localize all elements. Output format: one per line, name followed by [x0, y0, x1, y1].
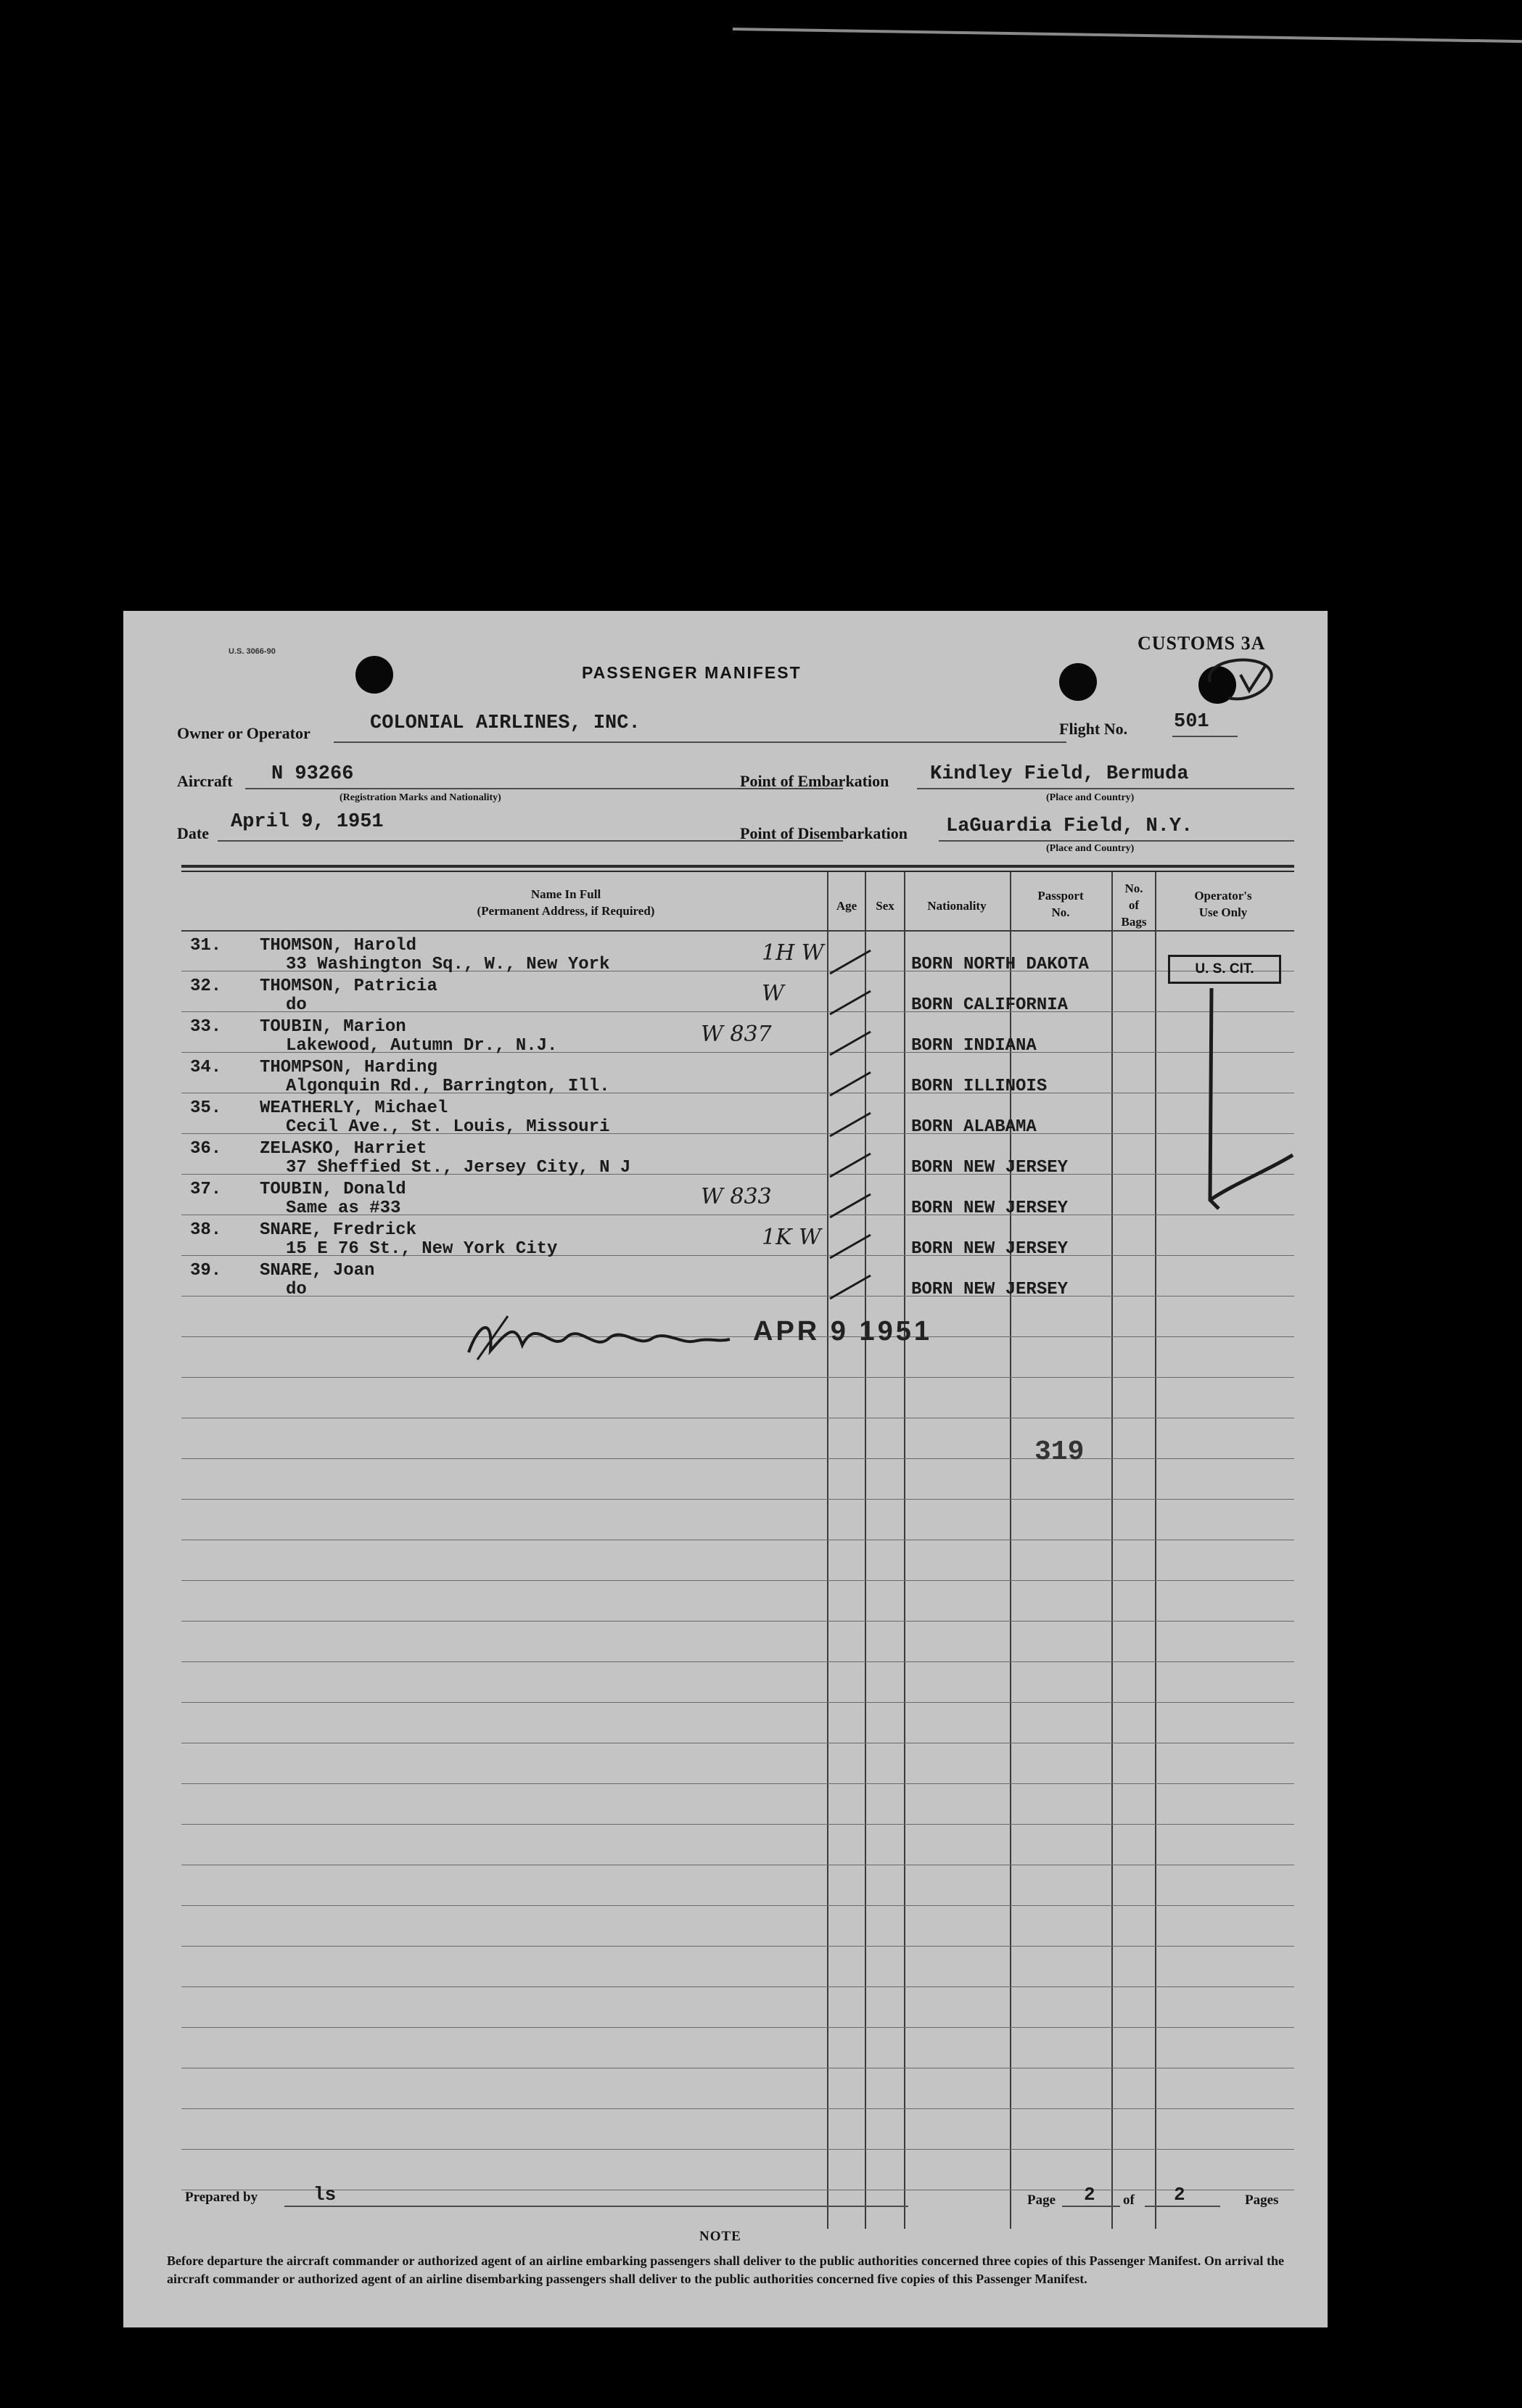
- entry-number: 37.: [190, 1180, 222, 1199]
- entry-check-mark: [826, 988, 876, 1017]
- operator-check-line: [1204, 988, 1299, 1213]
- page-line: [1062, 2206, 1120, 2207]
- entry-nationality: BORN NEW JERSEY: [911, 1158, 1069, 1178]
- col-divider-passport: [1010, 872, 1011, 2229]
- entry-number: 32.: [190, 977, 222, 996]
- entry-nationality: BORN NORTH DAKOTA: [911, 955, 1089, 974]
- ruled-line: [181, 1824, 1294, 1825]
- pages-label: Pages: [1245, 2193, 1279, 2208]
- note-text: Before departure the aircraft commander or authorized agent of an airline embarking passengers shall deliver to the public authorities concerned three copies of this Passenger Manifest. On arrival the aircraft commander or authorized agent of an airline disembarking passengers shall deliver to the public authorities concerned five copies of this Passenger Manifest.: [167, 2253, 1284, 2286]
- col-nationality-header: Nationality: [927, 899, 987, 913]
- ruled-line: [181, 1499, 1294, 1500]
- ruled-line: [181, 1702, 1294, 1703]
- entry-check-mark: [826, 1232, 876, 1261]
- col-bags-line1: No.: [1124, 882, 1143, 895]
- entry-number: 33.: [190, 1017, 222, 1037]
- entry-check-mark: [826, 1029, 876, 1058]
- entry-nationality: BORN CALIFORNIA: [911, 995, 1069, 1015]
- entry-name: TOUBIN, Donald: [260, 1180, 406, 1199]
- col-passport-title: Passport: [1037, 889, 1084, 903]
- embarkation-caption: (Place and Country): [1046, 792, 1135, 803]
- entry-name: ZELASKO, Harriet: [260, 1139, 427, 1159]
- entry-address: 15 E 76 St., New York City: [286, 1239, 558, 1259]
- entry-number: 39.: [190, 1261, 222, 1281]
- entry-name: THOMSON, Patricia: [260, 977, 437, 996]
- prepared-line: [284, 2206, 908, 2207]
- table-top-rule-2: [181, 871, 1294, 872]
- ruled-line: [181, 1905, 1294, 1906]
- entry-address: do: [286, 1280, 307, 1299]
- ruled-line: [181, 2027, 1294, 2028]
- table-top-rule: [181, 865, 1294, 868]
- ruled-line: [181, 1580, 1294, 1581]
- col-passport-header: [1011, 888, 1110, 921]
- col-operator-header: [1158, 888, 1288, 921]
- flight-label: Flight No.: [1059, 720, 1128, 738]
- col-operator-line2: Use Only: [1198, 905, 1248, 919]
- entry-number: 36.: [190, 1139, 222, 1159]
- date-label: Date: [177, 824, 209, 842]
- disembarkation-caption: (Place and Country): [1046, 843, 1135, 854]
- aircraft-label: Aircraft: [177, 772, 233, 790]
- col-sex-header: Sex: [876, 899, 894, 913]
- entry-address: do: [286, 995, 307, 1015]
- operator-us-cit-box: U. S. CIT.: [1168, 955, 1281, 984]
- form-number: U.S. 3066-90: [229, 647, 276, 656]
- scan-edge-line: [733, 28, 1522, 43]
- entry-name: THOMPSON, Harding: [260, 1058, 437, 1077]
- entry-address: Algonquin Rd., Barrington, Ill.: [286, 1077, 610, 1096]
- officer-signature: [464, 1309, 733, 1367]
- manifest-form: [123, 611, 1328, 2327]
- entry-check-mark: [826, 948, 876, 977]
- entry-check-mark: [826, 1191, 876, 1220]
- page-value: 2: [1084, 2184, 1095, 2206]
- entry-number: 31.: [190, 936, 222, 956]
- ruled-line: [181, 2149, 1294, 2150]
- of-label: of: [1123, 2193, 1135, 2208]
- entry-nationality: BORN ALABAMA: [911, 1117, 1037, 1137]
- entry-name: SNARE, Joan: [260, 1261, 375, 1281]
- entry-handwritten-mark: W 833: [701, 1184, 772, 1209]
- col-bags-line2: of: [1128, 897, 1140, 912]
- form-id: CUSTOMS 3A: [1138, 633, 1266, 654]
- entry-name: SNARE, Fredrick: [260, 1220, 417, 1240]
- col-name-subtitle: (Permanent Address, if Required): [477, 903, 655, 918]
- entry-number: 34.: [190, 1058, 222, 1077]
- owner-value: COLONIAL AIRLINES, INC.: [370, 712, 641, 734]
- embarkation-label: Point of Embarkation: [740, 772, 889, 790]
- entry-handwritten-mark: 1H W: [762, 940, 824, 966]
- owner-line: [334, 741, 1066, 743]
- owner-label: Owner or Operator: [177, 724, 310, 742]
- entry-number: 35.: [190, 1098, 222, 1118]
- note-title: NOTE: [699, 2229, 741, 2244]
- of-value: 2: [1174, 2184, 1185, 2206]
- col-divider-nationality: [904, 872, 905, 2229]
- entry-check-mark: [826, 1110, 876, 1139]
- ruled-line: [181, 1946, 1294, 1947]
- stamp-number: 319: [1034, 1437, 1085, 1468]
- entry-handwritten-mark: W: [762, 981, 784, 1006]
- prepared-label: Prepared by: [185, 2190, 258, 2205]
- ruled-line: [181, 1296, 1294, 1297]
- ruled-line: [181, 1986, 1294, 1987]
- disembarkation-label: Point of Disembarkation: [740, 824, 908, 842]
- entry-address: 37 Sheffied St., Jersey City, N J: [286, 1158, 631, 1178]
- punch-hole-middle: [1059, 663, 1097, 701]
- stamp-date: APR 9 1951: [753, 1316, 933, 1347]
- entry-check-mark: [826, 1069, 876, 1098]
- entry-address: Lakewood, Autumn Dr., N.J.: [286, 1036, 558, 1056]
- disembarkation-line: [939, 840, 1294, 842]
- embarkation-value: Kindley Field, Bermuda: [930, 763, 1189, 785]
- ruled-line: [181, 1661, 1294, 1662]
- disembarkation-value: LaGuardia Field, N.Y.: [946, 815, 1193, 837]
- col-operator-line1: Operator's: [1194, 889, 1252, 903]
- ruled-line: [181, 1336, 1294, 1337]
- aircraft-caption: (Registration Marks and Nationality): [340, 792, 501, 803]
- entry-nationality: BORN ILLINOIS: [911, 1077, 1048, 1096]
- entry-handwritten-mark: 1K W: [762, 1225, 821, 1250]
- form-title: PASSENGER MANIFEST: [582, 663, 802, 682]
- col-age-header: Age: [836, 899, 857, 913]
- ruled-line: [181, 2108, 1294, 2109]
- ruled-line: [181, 1783, 1294, 1784]
- entry-nationality: BORN NEW JERSEY: [911, 1239, 1069, 1259]
- col-bags-header: [1113, 881, 1155, 931]
- prepared-value: ls: [313, 2184, 337, 2206]
- entry-name: TOUBIN, Marion: [260, 1017, 406, 1037]
- entry-address: Same as #33: [286, 1199, 401, 1218]
- handwritten-circled-mark: [1196, 653, 1283, 711]
- flight-line: [1172, 736, 1238, 737]
- col-passport-subtitle: No.: [1051, 905, 1070, 919]
- aircraft-value: N 93266: [271, 763, 354, 785]
- col-divider-operator: [1155, 872, 1156, 2229]
- entry-check-mark: [826, 1273, 876, 1302]
- entry-number: 38.: [190, 1220, 222, 1240]
- entry-name: WEATHERLY, Michael: [260, 1098, 448, 1118]
- entry-nationality: BORN NEW JERSEY: [911, 1199, 1069, 1218]
- col-name-title: Name In Full: [530, 887, 601, 901]
- flight-value: 501: [1174, 711, 1209, 733]
- ruled-line: [181, 1621, 1294, 1622]
- date-value: April 9, 1951: [231, 811, 384, 833]
- col-divider-bags: [1111, 872, 1113, 2229]
- entry-address: Cecil Ave., St. Louis, Missouri: [286, 1117, 610, 1137]
- punch-hole-left: [355, 656, 393, 694]
- entry-nationality: BORN INDIANA: [911, 1036, 1037, 1056]
- entry-address: 33 Washington Sq., W., New York: [286, 955, 610, 974]
- ruled-line: [181, 1011, 1294, 1012]
- of-line: [1145, 2206, 1220, 2207]
- ruled-line: [181, 1458, 1294, 1459]
- entry-nationality: BORN NEW JERSEY: [911, 1280, 1069, 1299]
- entry-check-mark: [826, 1151, 876, 1180]
- entry-name: THOMSON, Harold: [260, 936, 417, 956]
- embarkation-line: [917, 788, 1294, 789]
- page-label: Page: [1027, 2193, 1056, 2208]
- ruled-line: [181, 1377, 1294, 1378]
- header-bottom-rule: [181, 930, 1294, 932]
- col-bags-line3: Bags: [1121, 914, 1147, 929]
- entry-handwritten-mark: W 837: [701, 1022, 772, 1047]
